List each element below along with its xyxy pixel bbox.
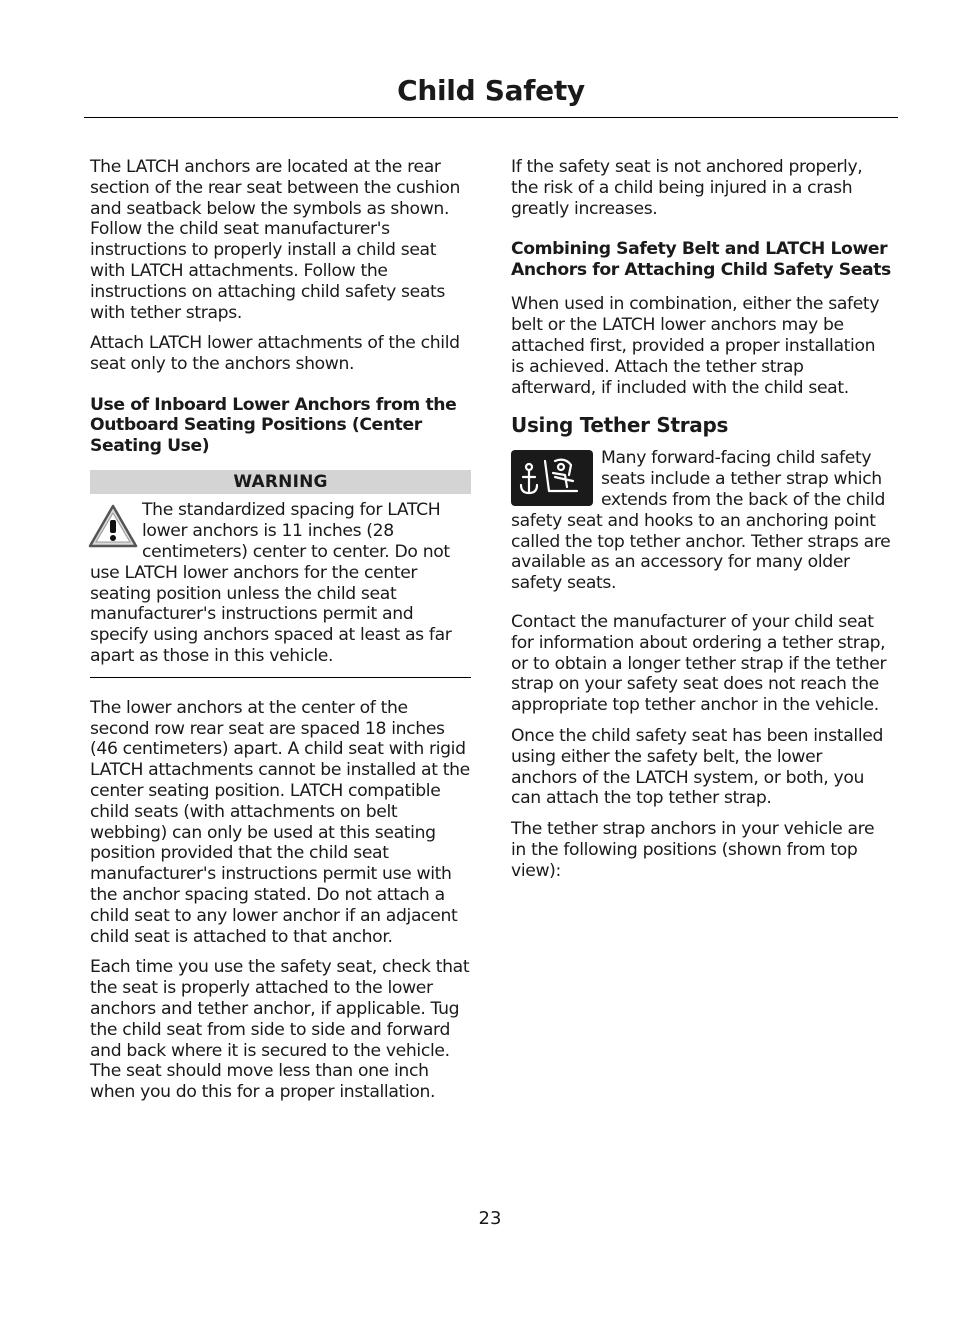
paragraph: Once the child safety seat has been installed using either the safety belt, the lower anchors of the LATCH system, or both, you can attach the top tether strap. <box>511 725 884 809</box>
title-divider <box>84 117 898 118</box>
paragraph: The LATCH anchors are located at the rear section of the rear seat between the cushion and seatback below the symbols as shown. Follow the child seat manufacturer's instructions to properly install a child seat with LATCH attachments. Follow the instructions on attaching child safety seats with tether straps. <box>90 157 461 323</box>
paragraph: Contact the manufacturer of your child seat for information about ordering a tether strap, or to obtain a longer tether strap if the tether strap on your safety seat does not reach the appropriate top tether anchor in the vehicle. <box>511 611 887 716</box>
section-heading: Using Tether Straps <box>511 413 729 438</box>
page-number: 23 <box>478 1208 502 1229</box>
subsection-heading: Combining Safety Belt and LATCH Lower Anchors for Attaching Child Safety Seats <box>511 239 891 280</box>
warning-triangle-icon <box>88 504 138 548</box>
left-column <box>90 157 471 1113</box>
child-seat-tether-anchor-icon <box>511 450 593 506</box>
warning-label: WARNING <box>90 470 471 494</box>
paragraph: Many forward-facing child safety seats include a tether strap which extends from the back of the child safety seat and hooks to an anchoring point called the top tether anchor. Tether straps are available as an accessory for many older safety seats. <box>511 448 891 594</box>
page-title: Child Safety <box>397 74 585 107</box>
paragraph: The lower anchors at the center of the second row rear seat are spaced 18 inches (46 centimeters) apart. A child seat with rigid LATCH attachments cannot be installed at the center seating position. LATCH compatible child seats (with attachments on belt webbing) can only be used at this seating position provided that the child seat manufacturer's instructions permit use with the anchor spacing stated. Do not attach a child seat to any lower anchor if an adjacent child seat is attached to that anchor. <box>90 697 470 947</box>
paragraph: Each time you use the safety seat, check that the seat is properly attached to the lower anchors and tether anchor, if applicable. Tug the child seat from side to side and forward and back where it is secured to the vehicle. The seat should move less than one inch when you do this for a proper installation. <box>90 957 470 1103</box>
paragraph: The tether strap anchors in your vehicle are in the following positions (shown from top view): <box>511 819 875 881</box>
paragraph: If the safety seat is not anchored properly, the risk of a child being injured in a crash greatly increases. <box>511 157 863 219</box>
warning-box <box>90 470 471 677</box>
paragraph: Attach LATCH lower attachments of the child seat only to the anchors shown. <box>90 333 460 375</box>
paragraph: When used in combination, either the safety belt or the LATCH lower anchors may be attached first, provided a proper installation is achieved. Attach the tether strap afterward, if included with the child seat. <box>511 294 880 398</box>
right-column <box>511 157 892 892</box>
warning-divider <box>90 677 471 678</box>
warning-text: The standardized spacing for LATCH lower anchors is 11 inches (28 centimeters) center to center. Do not use LATCH lower anchors for the center seating position unless the child seat manufacturer's instructions permit and specify using anchors spaced at least as far apart as those in this vehicle. <box>90 500 452 667</box>
subsection-heading: Use of Inboard Lower Anchors from the Outboard Seating Positions (Center Seating Use) <box>90 394 457 456</box>
